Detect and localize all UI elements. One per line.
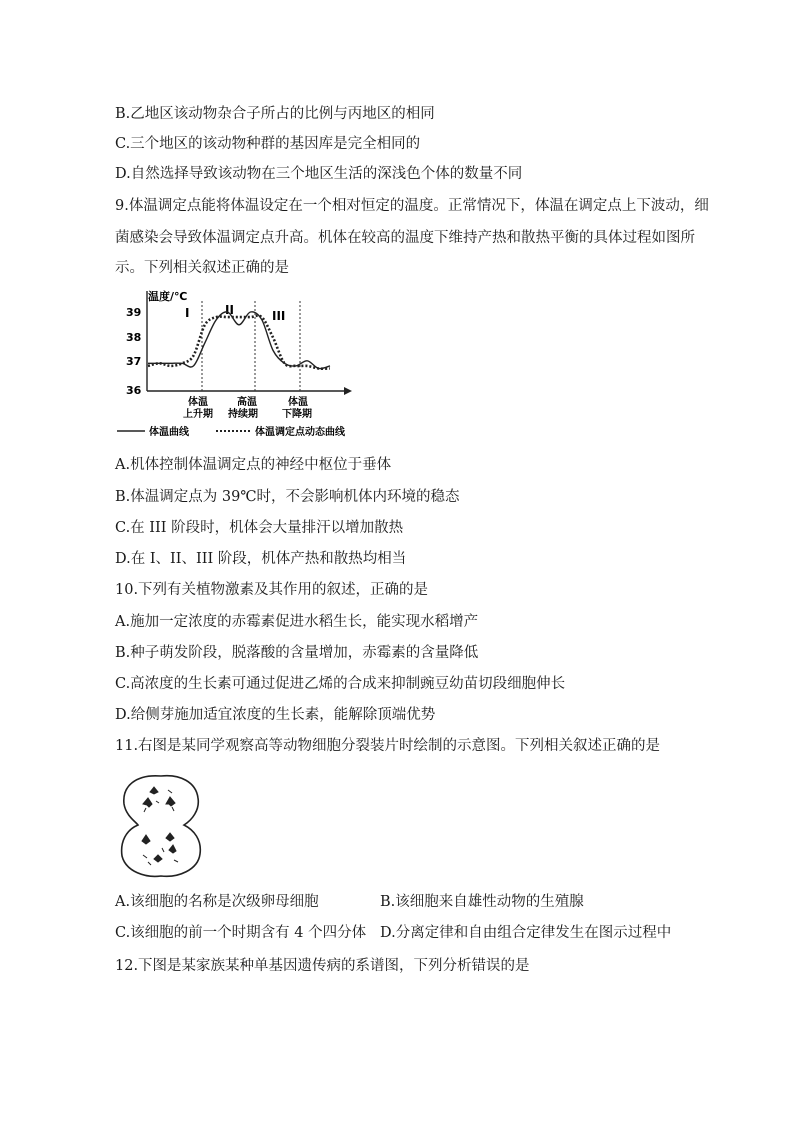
q9-option-a: A.机体控制体温调定点的神经中枢位于垂体 <box>115 457 392 473</box>
legend-dotted-label: 体温调定点动态曲线 <box>255 427 345 438</box>
x-axis-arrow <box>344 387 352 395</box>
q10-option-a: A.施加一定浓度的赤霉素促进水稻生长，能实现水稻增产 <box>115 614 479 630</box>
body-temperature-curve <box>148 312 330 369</box>
q10-stem: 10.下列有关植物激素及其作用的叙述，正确的是 <box>115 582 429 598</box>
q9-stem-line-2: 菌感染会导致体温调定点升高。机体在较高的温度下维持产热和散热平衡的具体过程如图所 <box>115 230 695 246</box>
q9-option-c: C.在 III 阶段时，机体会大量排汗以增加散热 <box>115 520 404 536</box>
q8-option-d: D.自然选择导致该动物在三个地区生活的深浅色个体的数量不同 <box>115 166 523 182</box>
phase-marker-2: II <box>225 303 234 317</box>
body-temperature-chart <box>112 283 382 443</box>
y-tick-36: 36 <box>126 384 142 397</box>
cell-membrane <box>122 776 201 877</box>
q9-stem-line-3: 示。下列相关叙述正确的是 <box>115 260 289 276</box>
phase-marker-3: III <box>272 309 286 323</box>
y-tick-39: 39 <box>126 306 142 319</box>
q11-option-a: A.该细胞的名称是次级卵母细胞 <box>115 894 319 910</box>
q11-option-b: B.该细胞来自雄性动物的生殖腺 <box>380 894 584 910</box>
q11-option-d: D.分离定律和自由组合定律发生在图示过程中 <box>380 925 672 941</box>
setpoint-dotted-curve <box>148 316 330 369</box>
q9-option-b: B.体温调定点为 39℃时，不会影响机体内环境的稳态 <box>115 489 460 505</box>
q9-stem-line-1: 9.体温调定点能将体温设定在一个相对恒定的温度。正常情况下，体温在调定点上下波动，细 <box>115 198 709 214</box>
cell-division-diagram <box>116 770 206 880</box>
phase-marker-1: I <box>185 306 190 320</box>
y-axis-label: 温度/℃ <box>148 290 188 303</box>
q8-option-c: C.三个地区的该动物种群的基因库是完全相同的 <box>115 136 421 152</box>
phase-label-3-line2: 下降期 <box>282 409 312 420</box>
q10-option-b: B.种子萌发阶段，脱落酸的含量增加，赤霉素的含量降低 <box>115 645 479 661</box>
phase-label-3-line1: 体温 <box>288 397 308 408</box>
y-tick-37: 37 <box>126 355 142 368</box>
upper-chromosomes <box>143 787 175 812</box>
q10-option-c: C.高浓度的生长素可通过促进乙烯的合成来抑制豌豆幼苗切段细胞伸长 <box>115 676 566 692</box>
phase-label-2-line1: 高温 <box>237 397 257 408</box>
phase-label-1-line1: 体温 <box>188 397 208 408</box>
phase-label-2-line2: 持续期 <box>228 409 258 420</box>
phase-label-1-line2: 上升期 <box>183 409 213 420</box>
q10-option-d: D.给侧芽施加适宜浓度的生长素，能解除顶端优势 <box>115 707 436 723</box>
q11-option-c: C.该细胞的前一个时期含有 4 个四分体 <box>115 925 367 941</box>
q9-option-d: D.在 I、II、III 阶段，机体产热和散热均相当 <box>115 551 407 567</box>
q11-stem: 11.右图是某同学观察高等动物细胞分裂装片时绘制的示意图。下列相关叙述正确的是 <box>115 738 661 754</box>
legend-solid-label: 体温曲线 <box>149 427 189 438</box>
y-tick-38: 38 <box>126 331 142 344</box>
q8-option-b: B.乙地区该动物杂合子所占的比例与丙地区的相同 <box>115 106 435 122</box>
q12-stem: 12.下图是某家族某种单基因遗传病的系谱图，下列分析错误的是 <box>115 958 530 974</box>
lower-chromosomes <box>142 833 178 865</box>
